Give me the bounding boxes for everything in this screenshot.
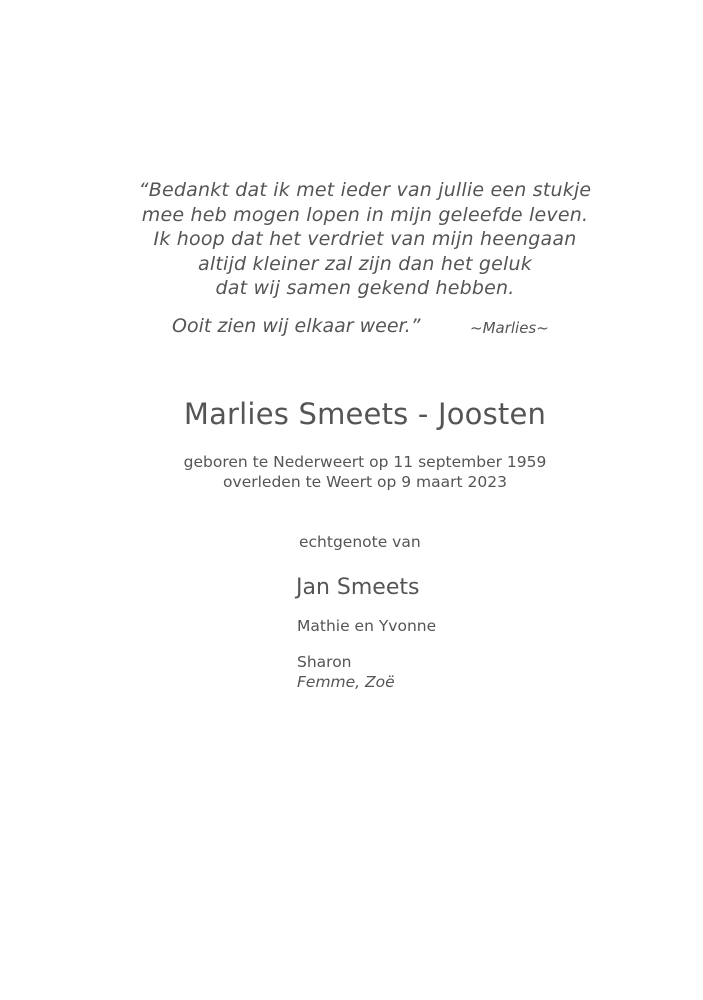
family-member-name: Sharon (297, 653, 352, 671)
life-dates (0, 452, 703, 492)
quote-line: Ik hoop dat het verdriet van mijn heengaan (153, 228, 577, 250)
quote-line: “Bedankt dat ik met ieder van jullie een stukje (138, 179, 592, 201)
spouse-name: Jan Smeets (296, 575, 420, 600)
death-line: overleden te Weert op 9 maart 2023 (223, 473, 507, 491)
quote-closing-line: Ooit zien wij elkaar weer.” (172, 315, 421, 337)
deceased-name: Marlies Smeets - Joosten (183, 397, 547, 431)
family-members-group (297, 652, 395, 692)
grandchildren-names: Femme, Zoë (297, 673, 395, 691)
quote-line: mee heb mogen lopen in mijn geleefde leven. (141, 203, 589, 226)
quote-signature: ~Marlies~ (470, 319, 549, 337)
memorial-quote (0, 178, 703, 301)
quote-line: dat wij samen gekend hebben. (215, 277, 515, 299)
family-members-line: Mathie en Yvonne (297, 617, 437, 635)
quote-line: altijd kleiner zal zijn dan het geluk (198, 252, 532, 275)
birth-line: geboren te Nederweert op 11 september 1959 (183, 453, 547, 471)
spouse-label: echtgenote van (299, 533, 421, 551)
